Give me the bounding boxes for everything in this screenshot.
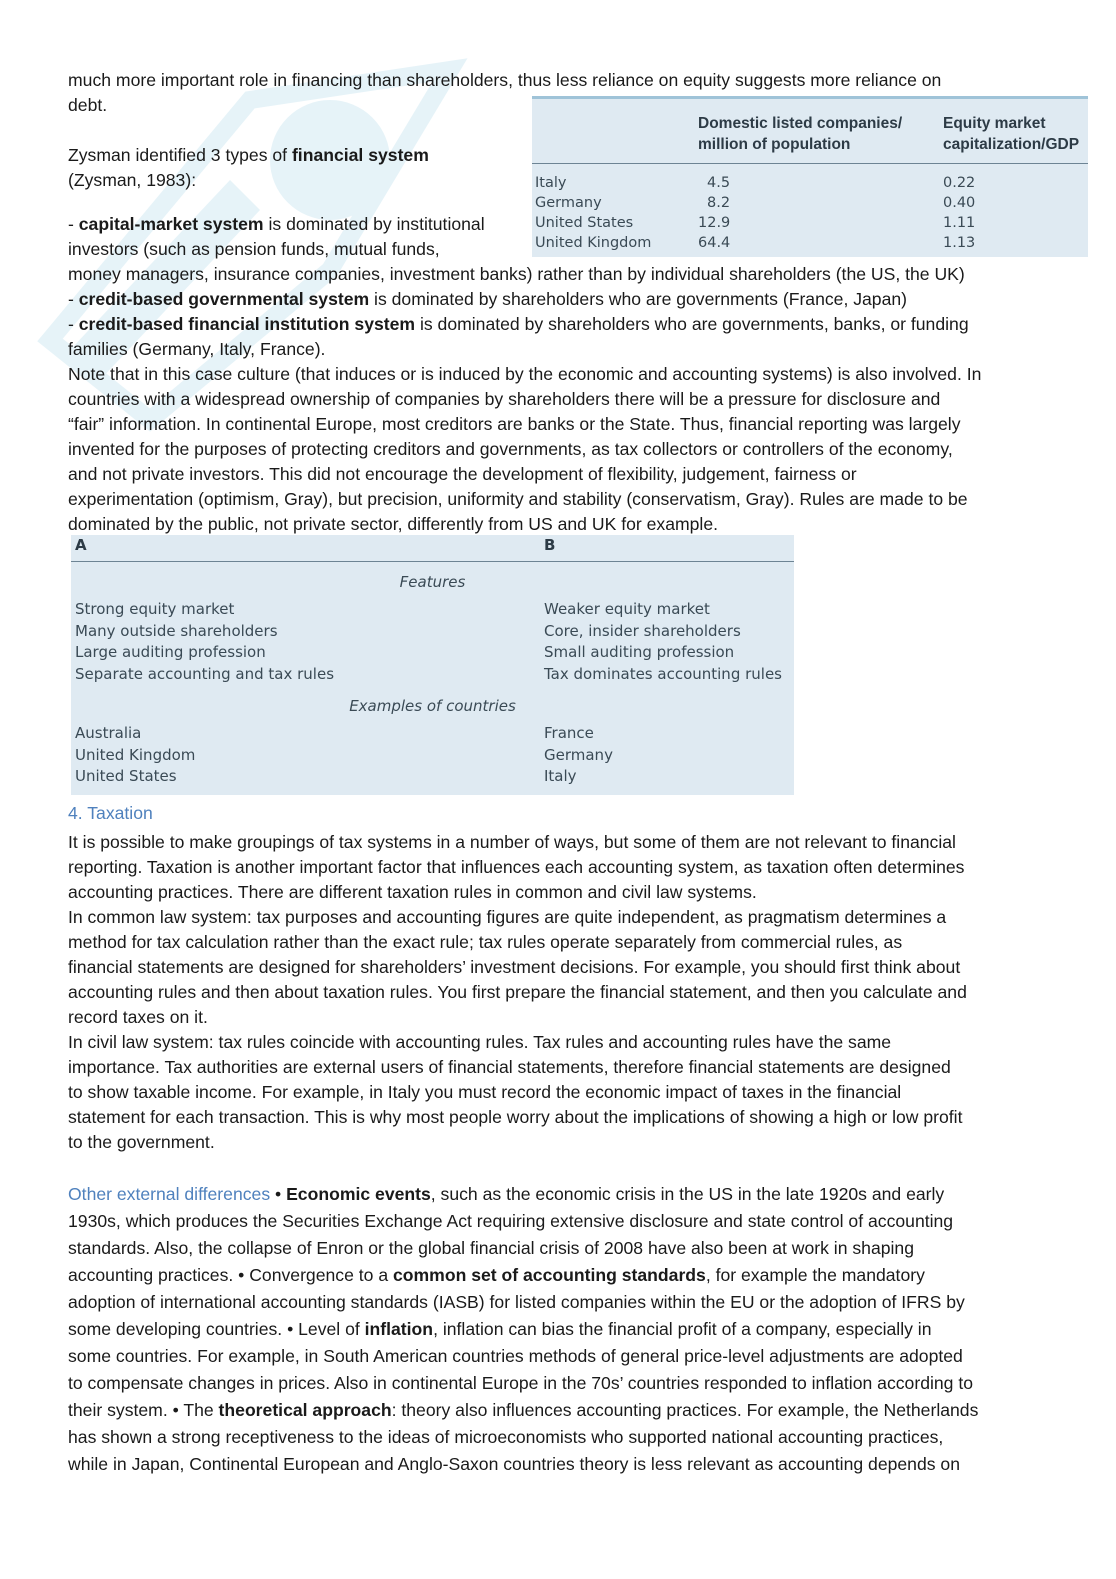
civil-law-line: to the government. bbox=[68, 1132, 215, 1152]
other-differences-line: some countries. For example, in South American countries methods of general price-level adjustments are adopted bbox=[68, 1346, 963, 1366]
taxation-line: reporting. Taxation is another important factor that influences each accounting system, as taxation often determines bbox=[68, 857, 965, 877]
table-header: Domestic listed companies/ million of population bbox=[698, 115, 903, 153]
note-line: experimentation (optimism, Gray), but precision, uniformity and stability (conservatism, Gray). Rules are made to be bbox=[68, 489, 968, 509]
examples-column-b: France Germany Italy bbox=[544, 724, 613, 785]
capital-market-system-cont: money managers, insurance companies, investment banks) rather than by individual shareholders (the US, the UK) bbox=[68, 264, 965, 284]
taxation-line: accounting practices. There are different taxation rules in common and civil law systems. bbox=[68, 882, 757, 902]
note-line: countries with a widespread ownership of companies by shareholders there will be a pressure for disclosure and bbox=[68, 389, 941, 409]
other-differences-line: accounting practices. • Convergence to a common set of accounting standards, for example the mandatory bbox=[68, 1265, 925, 1285]
other-differences-line: while in Japan, Continental European and Anglo-Saxon countries theory is less relevant as accounting depends on bbox=[68, 1454, 960, 1474]
common-law-line: record taxes on it. bbox=[68, 1007, 208, 1027]
common-law-line: In common law system: tax purposes and accounting figures are quite independent, as pragmatism determines a bbox=[68, 907, 947, 927]
table-row: United Kingdom 64.4 1.13 bbox=[535, 235, 976, 251]
examples-column-a: Australia United Kingdom United States bbox=[75, 724, 196, 785]
other-differences-line: 1930s, which produces the Securities Exchange Act requiring extensive disclosure and state control of accounting bbox=[68, 1211, 954, 1231]
civil-law-line: statement for each transaction. This is why most people worry about the implications of showing a high or low profit bbox=[68, 1107, 963, 1127]
table-divider bbox=[71, 561, 794, 562]
credit-governmental-system: - credit-based governmental system is dominated by shareholders who are governments (France, Japan) bbox=[68, 289, 908, 309]
intro-line: much more important role in financing than shareholders, thus less reliance on equity suggests more reliance on bbox=[68, 70, 942, 90]
features-section-label: Features bbox=[399, 573, 466, 591]
capital-market-system-cont: investors (such as pension funds, mutual funds, bbox=[68, 239, 440, 259]
column-a-header: A bbox=[75, 536, 87, 554]
other-differences-line: to compensate changes in prices. Also in continental Europe in the 70s’ countries responded to inflation according to bbox=[68, 1373, 974, 1393]
common-law-line: method for tax calculation rather than the exact rule; tax rules operate separately from commercial rules, as bbox=[68, 932, 903, 952]
examples-section-label: Examples of countries bbox=[349, 697, 516, 715]
zysman-citation: (Zysman, 1983): bbox=[68, 170, 197, 190]
table-row: Italy 4.5 0.22 bbox=[535, 175, 976, 191]
common-law-line: financial statements are designed for shareholders’ investment decisions. For example, you should first think about bbox=[68, 957, 961, 977]
note-line: invented for the purposes of protecting creditors and governments, as tax collectors or controllers of the economy, bbox=[68, 439, 953, 459]
other-differences-line: Other external differences • Economic events, such as the economic crisis in the US in the late 1920s and early bbox=[68, 1184, 945, 1204]
table-divider bbox=[532, 163, 1088, 164]
taxation-heading: 4. Taxation bbox=[68, 803, 153, 823]
other-differences-line: has shown a strong receptiveness to the ideas of microeconomists who supported national accounting practices, bbox=[68, 1427, 944, 1447]
table-row: Germany 8.2 0.40 bbox=[535, 195, 976, 211]
features-column-b: Weaker equity market Core, insider shareholders Small auditing profession Tax dominates accounting rules bbox=[544, 600, 782, 683]
taxation-line: It is possible to make groupings of tax systems in a number of ways, but some of them are not relevant to financial bbox=[68, 832, 956, 852]
table-header: Equity market capitalization/GDP bbox=[943, 115, 1080, 153]
credit-financial-system: - credit-based financial institution system is dominated by shareholders who are governments, banks, or funding bbox=[68, 314, 969, 334]
civil-law-line: importance. Tax authorities are external users of financial statements, therefore financial statements are designed bbox=[68, 1057, 951, 1077]
credit-financial-system-cont: families (Germany, Italy, France). bbox=[68, 339, 326, 359]
other-differences-line: adoption of international accounting standards (IASB) for listed companies within the EU or the adoption of IFRS by bbox=[68, 1292, 965, 1312]
table-row: United States 12.9 1.11 bbox=[535, 215, 976, 231]
column-b-header: B bbox=[544, 536, 556, 554]
civil-law-line: In civil law system: tax rules coincide with accounting rules. Tax rules and accounting rules have the same bbox=[68, 1032, 892, 1052]
intro-line: debt. bbox=[68, 95, 108, 115]
other-differences-line: their system. • The theoretical approach: theory also influences accounting practices. For example, the Netherlands bbox=[68, 1400, 979, 1420]
other-differences-heading: Other external differences bbox=[68, 1184, 271, 1204]
features-column-a: Strong equity market Many outside shareholders Large auditing profession Separate accounting and tax rules bbox=[75, 600, 335, 683]
note-line: “fair” information. In continental Europe, most creditors are banks or the State. Thus, financial reporting was largely bbox=[68, 414, 961, 434]
common-law-line: accounting rules and then about taxation rules. You first prepare the financial statement, and then you calculate and bbox=[68, 982, 967, 1002]
note-line: and not private investors. This did not encourage the development of flexibility, judgement, fairness or bbox=[68, 464, 857, 484]
features-comparison-table bbox=[71, 535, 794, 795]
other-differences-line: some developing countries. • Level of inflation, inflation can bias the financial profit of a company, especially in bbox=[68, 1319, 932, 1339]
listed-companies-table bbox=[532, 96, 1088, 257]
note-line: Note that in this case culture (that induces or is induced by the economic and accounting systems) is also involved. In bbox=[68, 364, 982, 384]
note-line: dominated by the public, not private sector, differently from US and UK for example. bbox=[68, 514, 718, 534]
zysman-intro: Zysman identified 3 types of financial system bbox=[68, 145, 429, 165]
civil-law-line: to show taxable income. For example, in Italy you must record the economic impact of taxes in the financial bbox=[68, 1082, 902, 1102]
capital-market-system: - capital-market system is dominated by institutional bbox=[68, 214, 485, 234]
other-differences-line: standards. Also, the collapse of Enron or the global financial crisis of 2008 have also been at work in shaping bbox=[68, 1238, 914, 1258]
